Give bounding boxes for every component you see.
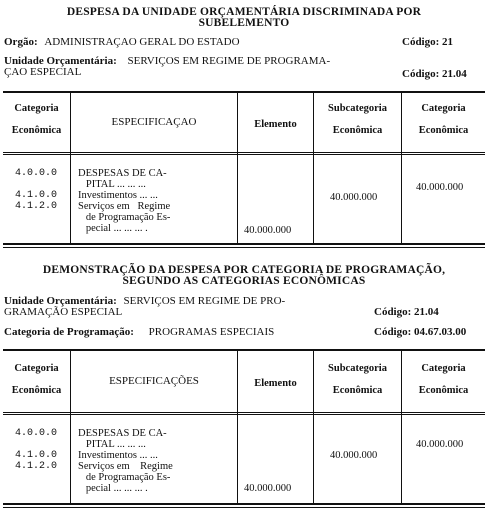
col-divider <box>237 349 238 505</box>
header-rule <box>3 152 485 153</box>
unidade-value-line2: ÇAO ESPECIAL <box>4 66 82 78</box>
header-subcategoria <box>314 362 401 397</box>
header-elemento: Elemento <box>254 119 297 130</box>
header-categoria2-line2: Econômica <box>418 125 469 136</box>
code-row: 4.1.2.0 <box>15 461 58 472</box>
header-categoria-line2: Econômica <box>11 125 62 136</box>
table-bottom-rule-double <box>3 507 485 508</box>
col-divider <box>237 91 238 245</box>
header-categoria2-line1: Categoria <box>421 363 466 374</box>
section1-title-line1: DESPESA DA UNIDADE ORÇAMENTÁRIA DISCRIMINADA POR <box>66 6 422 18</box>
header-elemento: Elemento <box>254 378 297 389</box>
spec-line: Serviços em Regime <box>78 461 173 472</box>
spec-line: Serviços em Regime <box>78 201 171 212</box>
spec-line: de Programação Es- <box>78 472 171 483</box>
header-categoria2 <box>402 362 485 397</box>
header-rule-double <box>3 414 485 415</box>
header-especificacao: ESPECIFICAÇAO <box>111 116 197 128</box>
col-divider <box>70 349 71 505</box>
header-categoria2 <box>402 102 485 137</box>
header-especificacoes: ESPECIFICAÇÕES <box>109 375 199 387</box>
code-row: 4.1.0.0 <box>15 450 58 461</box>
header-categoria2-line1: Categoria <box>421 103 466 114</box>
code-row: 4.1.0.0 <box>15 190 58 201</box>
categoria-programacao-label: Categoria de Programação: <box>4 326 134 338</box>
header-subcategoria-line1: Subcategoria <box>328 363 387 374</box>
header-subcategoria-line2: Econômica <box>332 385 383 396</box>
header-categoria2-line2: Econômica <box>418 385 469 396</box>
header-categoria-line1: Categoria <box>14 363 59 374</box>
unidade-label: Unidade Orçamentária: <box>4 55 117 67</box>
spec-line: Investimentos ... ... <box>78 190 158 201</box>
categoria-value: 40.000.000 <box>416 439 464 450</box>
header-rule-double <box>3 154 485 155</box>
table-bottom-rule <box>3 503 485 505</box>
spec-line: pecial ... ... ... . <box>78 483 148 494</box>
categoria-programacao-codigo: Código: 04.67.03.00 <box>374 326 467 338</box>
unidade-value-line1: SERVIÇOS EM REGIME DE PROGRAMA- <box>127 55 331 67</box>
categoria-programacao-line <box>4 326 274 338</box>
spec-line: PITAL ... ... ... <box>78 179 146 190</box>
unidade2-value-line1: SERVIÇOS EM REGIME DE PRO- <box>123 295 286 307</box>
code-row: 4.0.0.0 <box>15 428 58 439</box>
table-top-rule <box>3 91 485 93</box>
section2-title-line2: SEGUNDO AS CATEGORIAS ECONÔMICAS <box>122 275 366 287</box>
table-bottom-rule <box>3 243 485 245</box>
orgao-label: Orgão: <box>4 36 38 48</box>
header-rule <box>3 412 485 413</box>
spec-line: de Programação Es- <box>78 212 171 223</box>
header-subcategoria-line2: Econômica <box>332 125 383 136</box>
unidade-codigo: Código: 21.04 <box>402 68 467 80</box>
subcategoria-value: 40.000.000 <box>330 192 378 203</box>
demonstracao-table <box>3 349 485 510</box>
orgao-line <box>4 36 240 48</box>
subcategoria-value: 40.000.000 <box>330 450 378 461</box>
code-row: 4.0.0.0 <box>15 168 58 179</box>
spec-line: Investimentos ... ... <box>78 450 158 461</box>
orgao-value: ADMINISTRAÇAO GERAL DO ESTADO <box>44 36 240 48</box>
spec-line: DESPESAS DE CA- <box>78 168 167 179</box>
categoria-programacao-value: PROGRAMAS ESPECIAIS <box>148 326 275 338</box>
header-categoria-line1: Categoria <box>14 103 59 114</box>
header-subcategoria <box>314 102 401 137</box>
code-row: 4.1.2.0 <box>15 201 58 212</box>
header-categoria <box>3 102 70 137</box>
spec-line: DESPESAS DE CA- <box>78 428 167 439</box>
unidade2-codigo: Código: 21.04 <box>374 306 439 318</box>
unidade2-label: Unidade Orçamentária: <box>4 295 117 307</box>
orgao-codigo: Código: 21 <box>402 36 454 48</box>
categoria-value: 40.000.000 <box>416 182 464 193</box>
header-categoria-line2: Econômica <box>11 385 62 396</box>
elemento-value: 40.000.000 <box>244 225 292 236</box>
header-subcategoria-line1: Subcategoria <box>328 103 387 114</box>
spec-line: pecial ... ... ... . <box>78 223 148 234</box>
spec-line: PITAL ... ... ... <box>78 439 146 450</box>
table-bottom-rule-double <box>3 247 485 248</box>
section1-title-line2: SUBELEMENTO <box>198 17 290 29</box>
table-top-rule <box>3 349 485 351</box>
header-categoria <box>3 362 70 397</box>
despesa-table <box>3 91 485 251</box>
unidade2-value-line2: GRAMAÇÃO ESPECIAL <box>4 306 123 318</box>
col-divider <box>70 91 71 245</box>
elemento-value: 40.000.000 <box>244 483 292 494</box>
section2-title-line1: DEMONSTRAÇÃO DA DESPESA POR CATEGORIA DE PROGRAMAÇÃO, <box>42 264 446 276</box>
